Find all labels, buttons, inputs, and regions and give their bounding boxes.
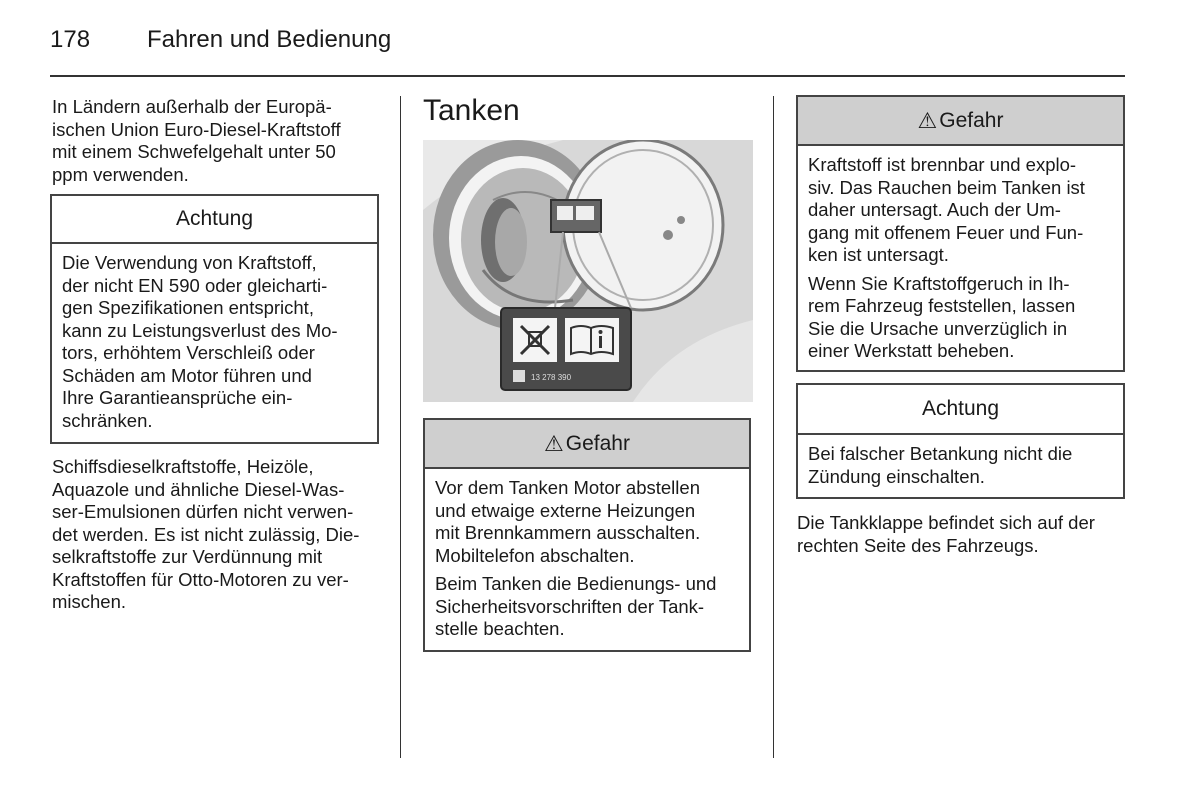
label-part-number: 13 278 390: [531, 373, 572, 382]
column-divider-1: [400, 96, 401, 758]
page-number: 178: [50, 26, 91, 53]
intro-paragraph: In Ländern außerhalb der Europä- ischen Union Euro-Diesel-Kraftstoff mit einem Schwefelgehalt unter 50 ppm verwenden.: [52, 96, 341, 185]
fuel-flap-illustration: [423, 140, 753, 402]
fuel-flap-location-paragraph: Die Tankklappe befindet sich auf der rechten Seite des Fahrzeugs.: [797, 512, 1095, 556]
marine-diesel-paragraph: Schiffsdieselkraftstoffe, Heizöle, Aquazole und ähnliche Diesel-Was- ser-Emulsionen dürfen nicht verwen- det werden. Es ist nicht zulässig, Die- selkraftstoffe zur Verdünnung mit Kraftstoffen für Otto-Motoren zu ver- mischen.: [52, 456, 360, 612]
danger-title: ⚠ Gefahr: [425, 420, 749, 469]
chapter-title: Fahren und Bedienung: [147, 26, 392, 53]
notice-text: Bei falscher Betankung nicht die Zündung einschalten.: [808, 443, 1073, 487]
danger-text: Vor dem Tanken Motor abstellen und etwaige externe Heizungen mit Brennkammern ausschalten. Mobiltelefon abschalten. Beim Tanken die Bedienungs- und Sicherheitsvorschriften der Tank- stelle beachten.: [435, 477, 717, 639]
notice-box-wrong-fuel: [796, 383, 1125, 499]
section-title: Tanken: [423, 94, 520, 127]
danger-box-flammable: [796, 95, 1125, 372]
notice-box-fuel-spec: [50, 194, 379, 444]
column-divider-2: [773, 96, 774, 758]
notice-title: Achtung: [52, 196, 377, 244]
notice-text: Die Verwendung von Kraftstoff, der nicht EN 590 oder gleicharti- gen Spezifikationen entspricht, kann zu Leistungsverlust des Mo- tors, erhöhtem Verschleiß oder Schäden am Motor führen und Ihre Garantieansprüche ein- schränken.: [62, 252, 338, 431]
danger-title: ⚠ Gefahr: [798, 97, 1123, 146]
warning-triangle-icon: ⚠: [544, 430, 564, 456]
warning-triangle-icon: ⚠: [917, 107, 938, 133]
header-rule: [50, 75, 1125, 77]
danger-box-refuelling: [423, 418, 751, 652]
notice-title: Achtung: [798, 385, 1123, 435]
danger-text: Kraftstoff ist brennbar und explo- siv. Das Rauchen beim Tanken ist daher untersagt. Auch der Um- gang mit offenem Feuer und Fun- ken ist untersagt. Wenn Sie Kraftstoffgeruch in Ih- rem Fahrzeug feststellen, lassen Sie die Ursache unverzüglich in einer Werkstatt beheben.: [808, 154, 1085, 361]
